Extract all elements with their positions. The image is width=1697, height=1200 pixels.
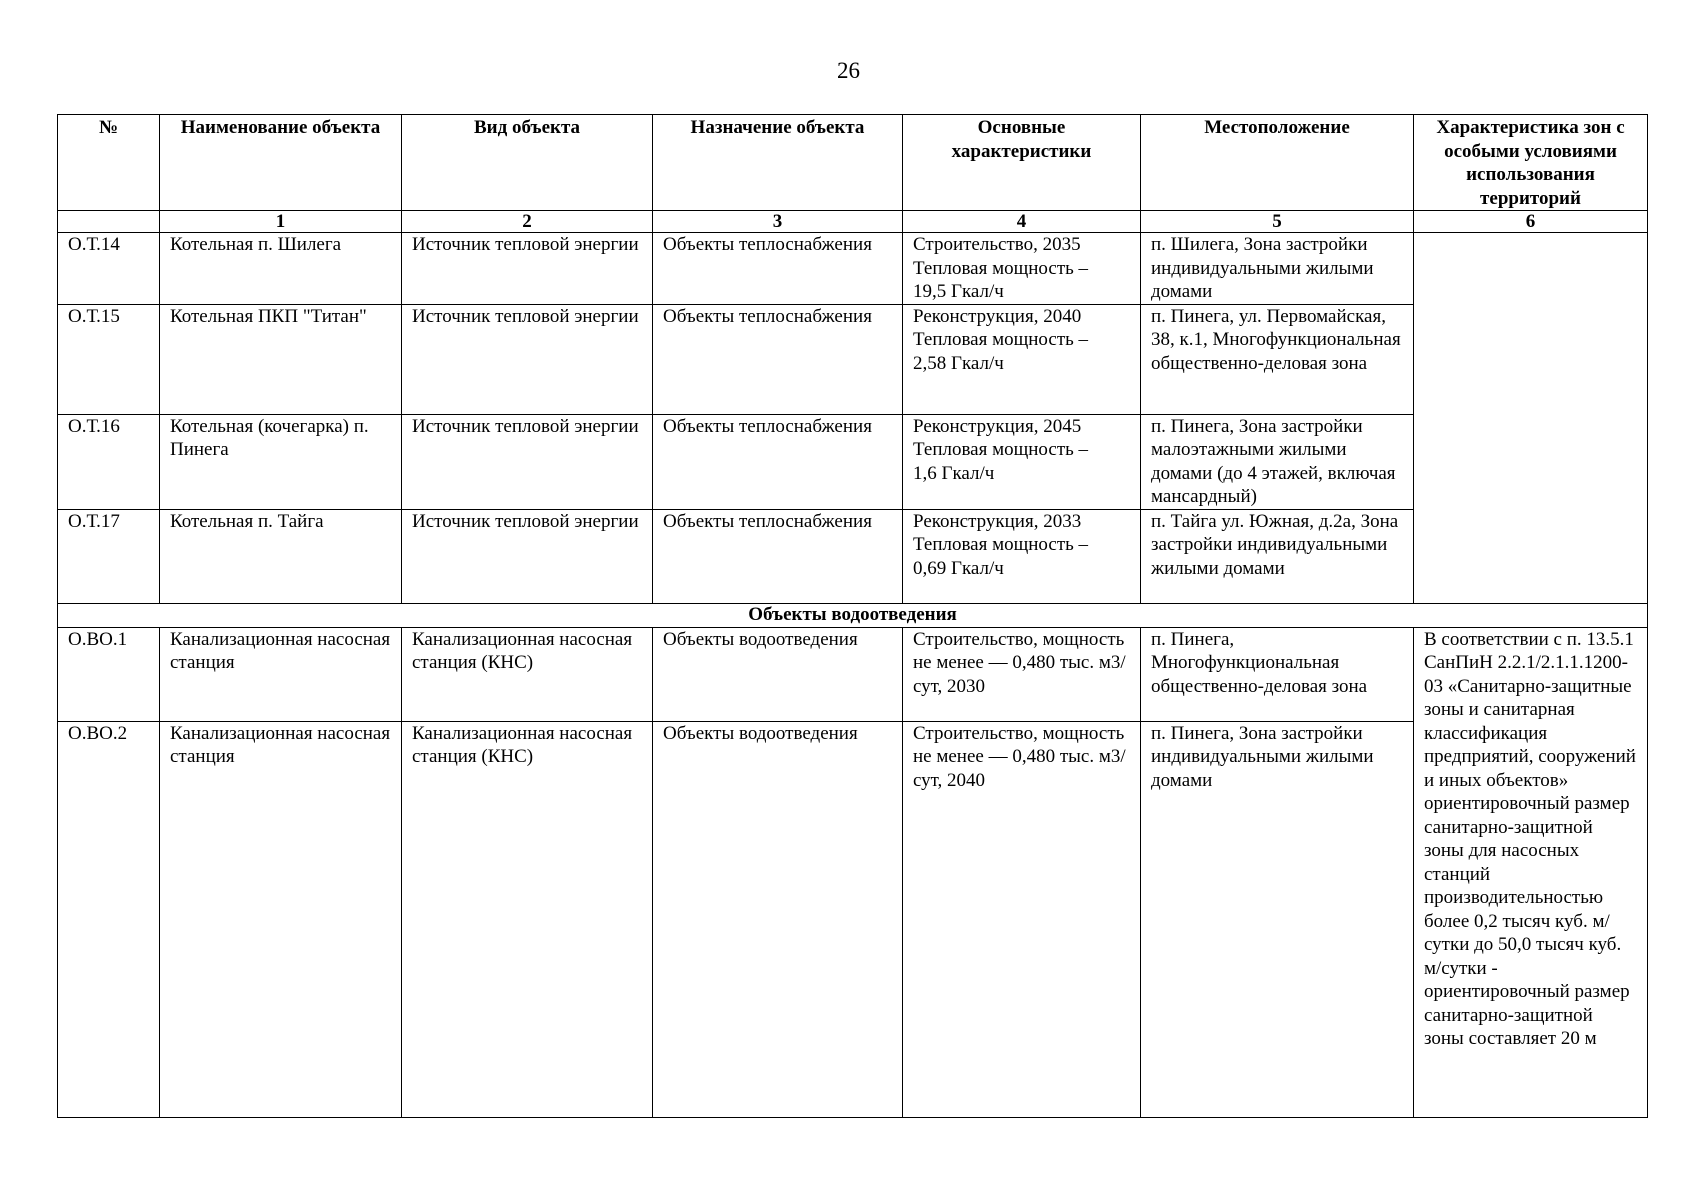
- column-number: 5: [1141, 211, 1414, 233]
- table-row: [58, 509, 1648, 603]
- header-zones: Характеристика зон с особыми условиями использования территорий: [1414, 115, 1648, 211]
- table-row: [58, 414, 1648, 509]
- header-purpose: Назначение объекта: [653, 115, 903, 211]
- row-id: О.Т.17: [58, 509, 160, 603]
- column-number: 6: [1414, 211, 1648, 233]
- object-characteristics: Строительство, мощность не менее — 0,480 тыс. м3/сут, 2030: [903, 627, 1141, 721]
- objects-table: [57, 114, 1648, 1118]
- object-purpose: Объекты теплоснабжения: [653, 304, 903, 414]
- table-row: [58, 233, 1648, 305]
- object-name: Котельная ПКП "Титан": [160, 304, 402, 414]
- object-purpose: Объекты теплоснабжения: [653, 233, 903, 305]
- column-number: 3: [653, 211, 903, 233]
- header-num: №: [58, 115, 160, 211]
- column-number: 4: [903, 211, 1141, 233]
- object-kind: Источник тепловой энергии: [402, 233, 653, 305]
- object-name: Канализационная насосная станция: [160, 721, 402, 1117]
- section-title: Объекты водоотведения: [58, 603, 1648, 627]
- row-id: О.Т.16: [58, 414, 160, 509]
- object-characteristics: Реконструкция, 2045 Тепловая мощность – 1,6 Гкал/ч: [903, 414, 1141, 509]
- zone-characteristics: В соответствии с п. 13.5.1 СанПиН 2.2.1/2.1.1.1200-03 «Санитарно-защитные зоны и санитарная классификация предприятий, сооружений и иных объектов» ориентировочный размер санитарно-защитной зоны для насосных станций производительностью более 0,2 тысяч куб. м/сутки до 50,0 тысяч куб. м/сутки - ориентировочный размер санитарно-защитной зоны составляет 20 м: [1414, 627, 1648, 1117]
- object-name: Котельная п. Шилега: [160, 233, 402, 305]
- column-number: 2: [402, 211, 653, 233]
- column-numbers-row: [58, 211, 1648, 233]
- table-row: [58, 721, 1648, 1117]
- object-characteristics: Реконструкция, 2033 Тепловая мощность – 0,69 Гкал/ч: [903, 509, 1141, 603]
- object-characteristics: Строительство, мощность не менее — 0,480 тыс. м3/сут, 2040: [903, 721, 1141, 1117]
- column-number-empty: [58, 211, 160, 233]
- object-name: Канализационная насосная станция: [160, 627, 402, 721]
- object-location: п. Шилега, Зона застройки индивидуальными жилыми домами: [1141, 233, 1414, 305]
- object-name: Котельная (кочегарка) п. Пинега: [160, 414, 402, 509]
- object-purpose: Объекты теплоснабжения: [653, 414, 903, 509]
- object-location: п. Пинега, Зона застройки малоэтажными жилыми домами (до 4 этажей, включая мансардный): [1141, 414, 1414, 509]
- header-location: Местоположение: [1141, 115, 1414, 211]
- row-id: О.ВО.1: [58, 627, 160, 721]
- row-id: О.ВО.2: [58, 721, 160, 1117]
- object-kind: Источник тепловой энергии: [402, 509, 653, 603]
- zone-characteristics-empty: [1414, 233, 1648, 604]
- object-name: Котельная п. Тайга: [160, 509, 402, 603]
- object-location: п. Пинега, ул. Первомайская, 38, к.1, Многофункциональная общественно-деловая зона: [1141, 304, 1414, 414]
- header-name: Наименование объекта: [160, 115, 402, 211]
- object-kind: Источник тепловой энергии: [402, 304, 653, 414]
- object-characteristics: Строительство, 2035 Тепловая мощность – 19,5 Гкал/ч: [903, 233, 1141, 305]
- header-kind: Вид объекта: [402, 115, 653, 211]
- object-purpose: Объекты водоотведения: [653, 627, 903, 721]
- column-number: 1: [160, 211, 402, 233]
- object-location: п. Пинега, Зона застройки индивидуальными жилыми домами: [1141, 721, 1414, 1117]
- object-purpose: Объекты теплоснабжения: [653, 509, 903, 603]
- object-purpose: Объекты водоотведения: [653, 721, 903, 1117]
- row-id: О.Т.14: [58, 233, 160, 305]
- object-characteristics: Реконструкция, 2040 Тепловая мощность – 2,58 Гкал/ч: [903, 304, 1141, 414]
- table-row: [58, 627, 1648, 721]
- table-row: [58, 304, 1648, 414]
- section-row: [58, 603, 1648, 627]
- header-row: [58, 115, 1648, 211]
- object-location: п. Пинега, Многофункциональная общественно-деловая зона: [1141, 627, 1414, 721]
- object-kind: Канализационная насосная станция (КНС): [402, 627, 653, 721]
- object-kind: Источник тепловой энергии: [402, 414, 653, 509]
- object-kind: Канализационная насосная станция (КНС): [402, 721, 653, 1117]
- header-characteristics: Основные характеристики: [903, 115, 1141, 211]
- page-number: 26: [837, 58, 860, 83]
- row-id: О.Т.15: [58, 304, 160, 414]
- object-location: п. Тайга ул. Южная, д.2а, Зона застройки индивидуальными жилыми домами: [1141, 509, 1414, 603]
